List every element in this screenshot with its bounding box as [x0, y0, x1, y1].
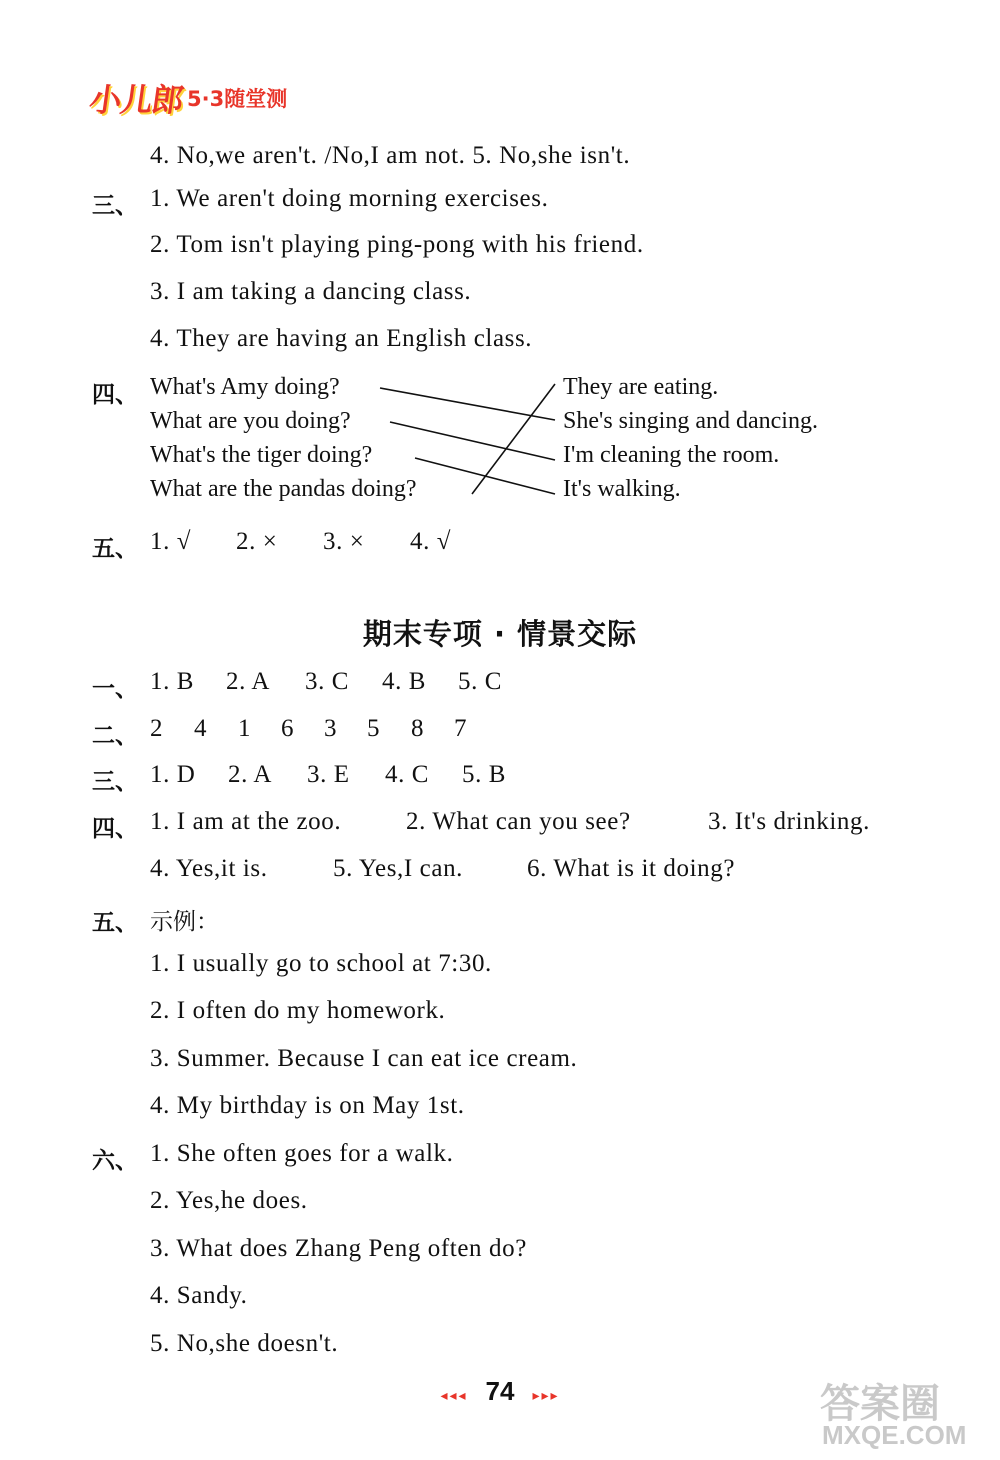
answer-item: 4 — [194, 715, 208, 742]
answer-item: 4. C — [385, 761, 430, 788]
match-connector — [472, 384, 555, 494]
section-label-wu-2: 五、 — [92, 910, 138, 936]
answer-item: 1. B — [150, 668, 195, 695]
watermark-url: MXQE.COM — [822, 1420, 967, 1450]
match-right-item: I'm cleaning the room. — [563, 442, 780, 468]
section-label-er: 二、 — [92, 723, 138, 749]
answer-line: 3. Summer. Because I can eat ice cream. — [150, 1045, 578, 1072]
answer-item: 3. It's drinking. — [708, 808, 870, 835]
answer-item: 2. What can you see? — [406, 808, 631, 835]
answer-item: 4. √ — [410, 528, 452, 555]
example-intro: 示例： — [150, 909, 219, 935]
answer-line: 4. They are having an English class. — [150, 325, 533, 352]
answer-line: 2. I often do my homework. — [150, 997, 446, 1024]
answer-line: 5. No,she doesn't. — [150, 1330, 339, 1357]
answer-item: 5 — [367, 715, 381, 742]
section-label-si-2: 四、 — [92, 816, 138, 842]
answer-line: 3. I am taking a dancing class. — [150, 278, 472, 305]
section-title: 期末专项 · 情景交际 — [362, 617, 638, 651]
answer-line: 1. I usually go to school at 7:30. — [150, 950, 492, 977]
answer-item: 6. What is it doing? — [527, 855, 736, 882]
left-arrows-icon: ◂◂◂ — [440, 1389, 468, 1404]
section-label-si: 四、 — [92, 382, 138, 408]
answer-item: 3 — [324, 715, 338, 742]
match-right-item: They are eating. — [563, 374, 719, 400]
answer-line: 2. Tom isn't playing ping-pong with his friend. — [150, 231, 644, 258]
match-left-item: What are the pandas doing? — [150, 476, 417, 502]
answer-item: 4. B — [382, 668, 427, 695]
brand-name: 小儿郎 — [87, 81, 186, 119]
answer-item: 5. B — [462, 761, 507, 788]
brand-series: 5·3随堂测 — [187, 87, 288, 111]
answer-line: 2. Yes,he does. — [150, 1187, 308, 1214]
continued-answer-line: 4. No,we aren't. /No,I am not. 5. No,she isn't. — [150, 142, 631, 169]
match-left-item: What are you doing? — [150, 408, 351, 434]
page-number: 74 — [485, 1376, 515, 1406]
answer-item: 2. × — [236, 528, 278, 555]
answer-item: 5. C — [458, 668, 503, 695]
answer-line: 4. Sandy. — [150, 1282, 248, 1309]
answer-item: 1. D — [150, 761, 196, 788]
answer-line: 1. She often goes for a walk. — [150, 1140, 454, 1167]
answer-item: 1 — [238, 715, 252, 742]
match-left-item: What's the tiger doing? — [150, 442, 373, 468]
answer-item: 2 — [150, 715, 164, 742]
answer-item: 3. E — [307, 761, 350, 788]
answer-item: 5. Yes,I can. — [333, 855, 464, 882]
answer-item: 3. C — [305, 668, 350, 695]
answer-item: 1. √ — [150, 528, 192, 555]
match-left-item: What's Amy doing? — [150, 374, 340, 400]
match-connector — [380, 388, 555, 420]
answer-item: 3. × — [323, 528, 365, 555]
watermark-logo: 答案圈 — [820, 1381, 940, 1427]
section-label-san: 三、 — [92, 193, 138, 219]
answer-item: 1. I am at the zoo. — [150, 808, 342, 835]
answer-item: 8 — [411, 715, 425, 742]
section-label-wu: 五、 — [92, 536, 138, 562]
answer-item: 4. Yes,it is. — [150, 855, 268, 882]
right-arrows-icon: ▸▸▸ — [532, 1389, 560, 1404]
answer-item: 2. A — [226, 668, 271, 695]
section-label-san-2: 三、 — [92, 769, 138, 795]
answer-line: 3. What does Zhang Peng often do? — [150, 1235, 527, 1262]
section-label-liu: 六、 — [92, 1148, 138, 1174]
answer-line: 4. My birthday is on May 1st. — [150, 1092, 465, 1119]
answer-item: 2. A — [228, 761, 273, 788]
match-right-item: She's singing and dancing. — [563, 408, 818, 434]
answer-item: 6 — [281, 715, 295, 742]
match-right-item: It's walking. — [563, 476, 681, 502]
matching-lines — [0, 0, 1000, 600]
answer-item: 7 — [454, 715, 468, 742]
section-label-yi: 一、 — [92, 676, 138, 702]
match-connector — [390, 422, 555, 460]
answer-line: 1. We aren't doing morning exercises. — [150, 185, 549, 212]
